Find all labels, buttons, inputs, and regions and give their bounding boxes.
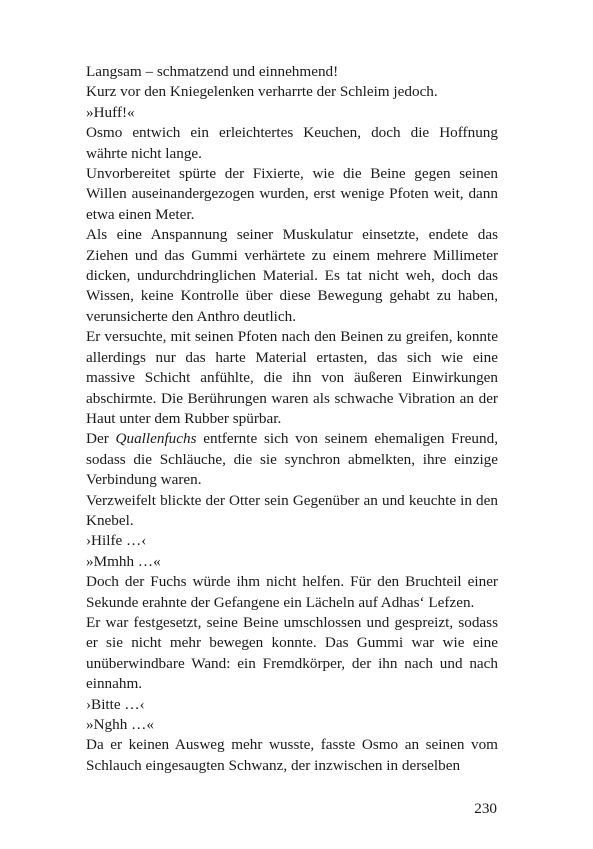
paragraph xyxy=(86,429,498,490)
paragraph: Er war festgesetzt, seine Beine umschlossen und gespreizt, sodass er sie nicht mehr bewegen konnte. Das Gummi war wie eine unüberwindbare Wand: ein Fremdkörper, der ihn nach und nach einnahm. xyxy=(86,613,498,693)
paragraph: »Mmhh …« xyxy=(86,552,161,570)
paragraph: Als eine Anspannung seiner Muskulatur einsetzte, endete das Ziehen und das Gummi verhärtete zu einem mehrere Millimeter dicken, undurchdringlichen Material. Es tat nicht weh, doch das Wissen, keine Kontrolle über diese Bewegung gehabt zu haben, verunsicherte den Anthro deutlich. xyxy=(86,226,498,325)
paragraph: »Nghh …« xyxy=(86,716,154,733)
paragraph: Da er keinen Ausweg mehr wusste, fasste Osmo an seinen vom Schlauch eingesaugten Schwanz, der inzwischen in derselben xyxy=(86,736,498,774)
paragraph-text: Der xyxy=(86,430,116,448)
paragraph: Er versuchte, mit seinen Pfoten nach den Beinen zu greifen, konnte allerdings nur das harte Material ertasten, das sich wie eine massive Schicht anfühlte, die ihn von äußeren Einwirkungen abschirmte. Die Berührungen waren als schwache Vibration an der Haut unter dem Rubber spürbar. xyxy=(86,328,498,427)
paragraph: Doch der Fuchs würde ihm nicht helfen. Für den Bruchteil einer Sekunde erahnte der Gefangene ein Lächeln auf Adhas‘ Lefzen. xyxy=(86,573,498,611)
page-number: 230 xyxy=(474,800,497,817)
paragraph: »Huff!« xyxy=(86,103,135,121)
paragraph: ›Bitte …‹ xyxy=(86,695,145,713)
body-text xyxy=(86,62,498,776)
paragraph-text: entfernte sich von seinem ehemaligen Freund, sodass die Schläuche, die sie synchron abmelkten, ihre einzige Verbindung waren. xyxy=(86,430,498,489)
paragraph: Osmo entwich ein erleichtertes Keuchen, doch die Hoffnung währte nicht lange. xyxy=(86,124,498,162)
paragraph: Unvorbereitet spürte der Fixierte, wie die Beine gegen seinen Willen auseinandergezogen wurden, erst wenige Pfoten weit, dann etwa einen Meter. xyxy=(86,165,498,223)
paragraph: ›Hilfe …‹ xyxy=(86,532,147,550)
paragraph: Langsam – schmatzend und einnehmend! xyxy=(86,63,339,80)
italic-term: Quallenfuchs xyxy=(115,430,197,448)
paragraph: Verzweifelt blickte der Otter sein Gegenüber an und keuchte in den Knebel. xyxy=(86,491,498,529)
paragraph: Kurz vor den Kniegelenken verharrte der Schleim jedoch. xyxy=(86,83,438,101)
